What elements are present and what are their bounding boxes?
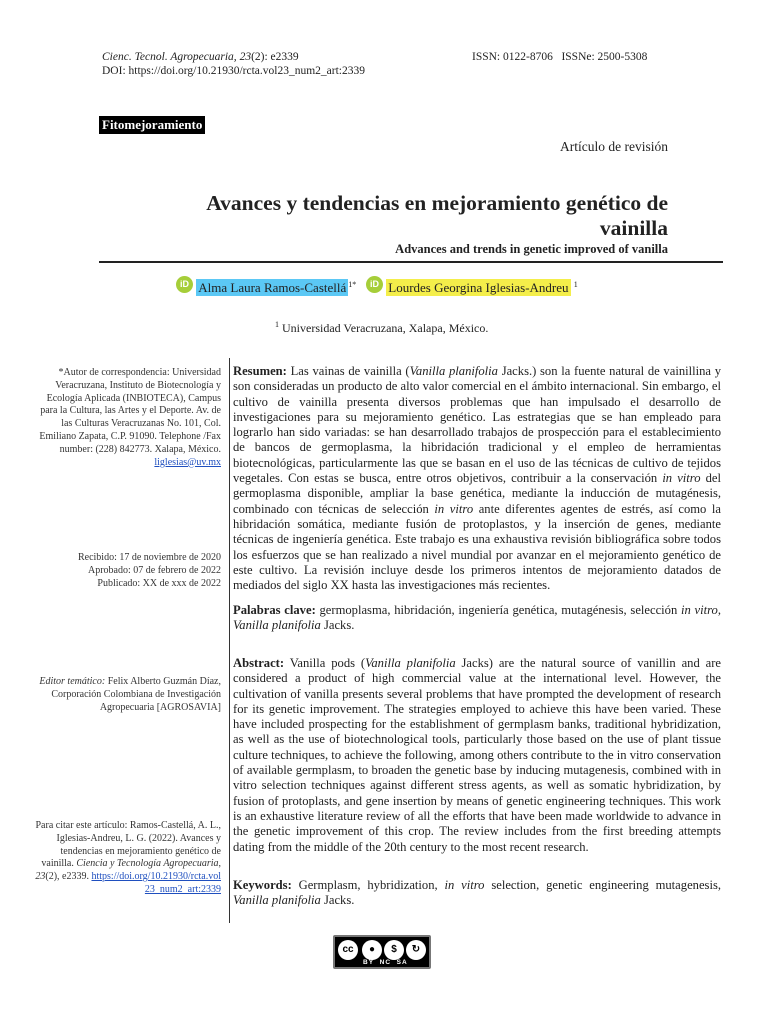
cc-icon: cc <box>338 940 358 960</box>
author-sup-2: 1 <box>573 280 578 289</box>
orcid-icon[interactable]: iD <box>366 276 383 293</box>
species-name: Vanilla planifolia <box>365 656 456 670</box>
in-vitro-term: in vitro <box>444 878 485 892</box>
editor-name: Felix Alberto Guzmán Díaz, Corporación Colombiana de Investigación Agropecuaria [AGROSAVIA] <box>51 676 221 713</box>
keywords-text: selection, genetic engineering mutagenesis, <box>484 878 721 892</box>
cite-journal: Ciencia y Tecnología Agropecuaria <box>76 858 219 870</box>
by-icon: ● <box>362 940 382 960</box>
palabras-text: , <box>717 603 721 617</box>
correspondence-text: *Autor de correspondencia: Universidad Veracruzana, Instituto de Biotecnología y Ecología Aplicada (INBIOTECA), Campus para la Cultura, las Artes y el Deporte. Av. de las Culturas Veracruzanas No. 101, Col. Emiliano Zapata, C.P. 91090. Telephone /Fax number: (228) 842773. Xalapa, México. <box>39 367 221 455</box>
keywords-text: Jacks. <box>320 893 355 908</box>
article-title: Avances y tendencias en mejoramiento genético de vainilla <box>206 191 668 240</box>
resumen-label: Resumen: <box>233 364 287 378</box>
keywords-text: Germplasm, hybridization, <box>291 878 445 892</box>
issn-line: ISSN: 0122-8706 ISSNe: 2500-5308 <box>472 51 648 63</box>
affiliation-sup: 1 <box>275 320 279 329</box>
abstract-text: Jacks) are the natural source of vanillin and are considered a product of high commercial value at the international level. However, the cultivation of vanilla presents several problems that have prompted the development of research for its genetic improvement. The strategies employed to achieve this have been varied. These have included prospecting for the establishment of germplasm banks, traditional hybridization, as well as the use of biotechnological tools, particularly those based on the use of plant tissue culture techniques, to achieve the following, among others contribute to the in vitro conservation of available germplasm, to broaden the genetic base by inducing mutagenesis, combined with in vitro selection techniques against different stress agents, as well as somatic hybridization, by fusion of protoplasts, and gene insertion by means of genetic engineering techniques. This work is an exhaustive literature review of all the efforts that have been made worldwide to advance in the genetic improvement of this crop. The review includes from the first breeding attempts dating from the middle of the 20th century to the most recent research. <box>233 656 721 854</box>
orcid-icon[interactable]: iD <box>176 276 193 293</box>
resumen-text: ante diferentes agentes de estrés, así como la hibridación somática, mediante fusión de protoplastos, y la inserción de genes, mediante técnicas de ingeniería genética. Este trabajo es una exhaustiva revisión bibliográfica sobre todos los esfuerzos que se han realizado a nivel mundial por avanzar en el mejoramiento genético de este cultivo. La revisión incluye desde los primeros intentos de mejoramiento datados de mediados del siglo XX hasta las investigaciones más recientes. <box>233 501 722 593</box>
resumen-text: Las vainas de vainilla ( <box>290 364 410 378</box>
article-type: Artículo de revisión <box>560 139 668 154</box>
author-name-1[interactable]: Alma Laura Ramos-Castellá <box>198 280 347 296</box>
abstract-paragraph <box>233 656 721 855</box>
journal-volume: 23 <box>239 51 252 63</box>
cite-doi-link[interactable]: https://doi.org/10.21930/rcta.vol23_num2_art:2339 <box>91 871 221 895</box>
editor-note <box>31 676 221 714</box>
section-label: Fitomejoramiento <box>99 116 205 134</box>
journal-name: Cienc. Tecnol. Agropecuaria, <box>102 51 237 63</box>
species-name: Vanilla planifolia <box>233 893 321 908</box>
palabras-text: germoplasma, hibridación, ingeniería genética, mutagénesis, selección <box>315 603 681 617</box>
article-subtitle: Advances and trends in genetic improved of vanilla <box>395 242 668 256</box>
date-received: Recibido: 17 de noviembre de 2020 <box>77 552 221 563</box>
cite-volume: 23 <box>35 871 46 883</box>
license-by: BY <box>363 959 375 966</box>
citation-note: Para citar este artículo: Ramos-Castellá, A. L., Iglesias-Andreu, L. G. (2022). Avances y tendencias en mejoramiento genético de vainilla. Ciencia y Tecnología Agropecuaria, 23(2), e2339. https://doi.org/10.21930/rcta.vol23_num2_art:2339 <box>35 820 221 895</box>
editor-label: Editor temático: <box>39 676 106 687</box>
palabras-label: Palabras clave: <box>233 603 316 617</box>
license-nc: NC <box>379 959 392 966</box>
nc-icon: $ <box>384 940 404 960</box>
in-vitro-term: in vitro <box>434 501 474 516</box>
date-approved: Aprobado: 07 de febrero de 2022 <box>87 564 221 576</box>
journal-issue: (2): e2339 <box>251 51 299 63</box>
affiliation <box>275 320 488 336</box>
column-divider <box>229 358 230 923</box>
in-vitro-term: in vitro <box>662 471 701 486</box>
resumen-paragraph <box>233 364 721 593</box>
affiliation-text: Universidad Veracruzana, Xalapa, México. <box>282 321 489 335</box>
resumen-text: Jacks.) son la fuente natural de vainillina y son consideradas un producto de alto valor comercial en el ámbito internacional. Sin embargo, el cultivo de vainilla presenta diversos problemas que han impulsado el desarrollo de investigaciones para su mejoramiento genético. Las estrategias que se han empleado para lograrlo han sido variadas: se han desarrollado trabajos de prospección para el establecimiento de bancos de germoplasma, la hibridación tradicional y el empleo de herramientas biotecnológicas, particularmente las que se basan en el uso de las técnicas de cultivo de tejidos vegetales. Con estas se busca, entre otros objetivos, contribuir a la conservación <box>233 364 721 486</box>
palabras-text: Jacks. <box>320 618 355 633</box>
species-name: Vanilla planifolia <box>233 618 321 633</box>
license-labels <box>363 959 408 966</box>
author-sup-1: 1* <box>348 280 357 289</box>
keywords-label: Keywords: <box>233 878 292 892</box>
keywords <box>233 878 721 909</box>
sa-icon: ↻ <box>406 940 426 960</box>
cite-intro: Para citar este artículo: Ramos-Castellá, A. L., Iglesias-Andreu, L. G. (2022). Avances y tendencias en mejoramiento genético de vainilla. <box>35 820 221 870</box>
palabras-clave <box>233 603 721 634</box>
author-name-2[interactable]: Lourdes Georgina Iglesias-Andreu <box>388 280 569 296</box>
abstract-text: Vanilla pods ( <box>284 656 366 670</box>
cite-rest: (2), e2339. <box>45 871 89 883</box>
resumen-text: del germoplasma disponible, ampliar la base genética, mediante la inducción de mutagénesis, combinado con técnicas de selección <box>233 471 721 516</box>
date-published: Publicado: XX de xxx de 2022 <box>97 577 221 589</box>
abstract-label: Abstract: <box>233 656 285 670</box>
author-list <box>176 276 578 297</box>
in-vitro-term: in vitro <box>681 603 718 617</box>
creative-commons-icon[interactable] <box>333 935 431 969</box>
species-name: Vanilla planifolia <box>409 364 498 378</box>
license-sa: SA <box>396 959 408 966</box>
email-link[interactable]: liglesias@uv.mx <box>154 456 221 468</box>
correspondence-note <box>31 367 221 469</box>
journal-citation-header <box>102 50 299 65</box>
doi-line: DOI: https://doi.org/10.21930/rcta.vol23_num2_art:2339 <box>102 65 365 77</box>
title-divider <box>99 261 723 263</box>
publication-dates <box>31 552 221 590</box>
